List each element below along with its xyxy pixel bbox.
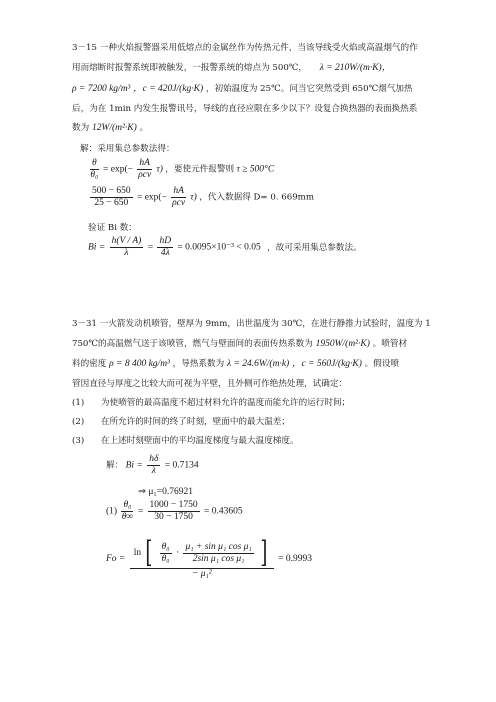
- p331-bi-lhs: Bi =: [125, 460, 143, 471]
- p331-item-3: [72, 435, 299, 447]
- eq1-rhs-frac: [137, 158, 152, 181]
- p331-bi-den: λ: [151, 466, 156, 476]
- p331-part1-eq: (1) $\frac{\text{θ₀}}{\theta\infty}$ = $\frac{1000 - 1750}{30 - 1750}$ = 0.43605: [106, 500, 243, 522]
- p315-bi-eq: [88, 236, 362, 259]
- p331-h: 1950W/(m²·K): [315, 339, 370, 349]
- bi-eq-sign: =: [147, 242, 154, 253]
- p331-bi-frac: [147, 454, 160, 477]
- eq2-frac-den: ρcv: [172, 198, 186, 208]
- p331-mu: ⇒ μ₁=0.76921: [138, 487, 193, 497]
- p315-line1: 3－15 一种火焰报警器采用低熔点的金属丝作为传热元件，当该导线受火焰或高温烟气的作: [72, 43, 418, 53]
- p315-line2-text: 用而熔断时报警系统即被触发，一报警系统的熔点为 500℃，: [72, 63, 307, 73]
- frac2-value: = 0.43605: [204, 506, 243, 517]
- bi-lhs: Bi =: [88, 242, 106, 253]
- p315-line3: [72, 83, 413, 95]
- item-number: (3): [72, 436, 85, 446]
- eq1-note: ，要使元件报警则: [165, 164, 235, 175]
- eq2-num: 500 − 650: [92, 186, 131, 196]
- eq1-rhs-b: τ): [156, 164, 163, 175]
- right-bracket: ]: [260, 535, 268, 570]
- p331-part1-label: (1): [106, 506, 118, 517]
- p315-eq1: [88, 158, 274, 181]
- fo-inner-b-num: μ₁ + sin μ₁ cos μ₁: [185, 541, 252, 552]
- p331-item-1: [72, 397, 350, 409]
- p315-line5-end: 。: [139, 123, 149, 133]
- eq1-lhs-den: θ₀: [90, 170, 99, 180]
- fo-lhs: Fo =: [106, 554, 126, 565]
- p331-line4: 管因直径与厚度之比较大而可视为平壁，且外侧可作绝热处理，试确定：: [72, 379, 348, 389]
- p315-eq2: [88, 186, 314, 209]
- p315-verify: 验证 Bi 数：: [88, 223, 137, 233]
- p331-bi-num: hδ: [149, 454, 159, 464]
- p331-line1: 3－31 一火箭发动机喷管，壁厚为 9mm，出世温度为 30℃，在进行静推力试验时，温度为 1: [72, 319, 431, 329]
- bi-note: ，故可采用集总参数法。: [267, 242, 362, 253]
- item-number: (1): [72, 398, 85, 408]
- bi-f2: [157, 236, 173, 259]
- fo-inner-b: [183, 542, 253, 565]
- p315-h: 12W/(m²·K): [91, 123, 137, 133]
- p315-lambda: λ = 210W/(m·K)，: [319, 63, 392, 73]
- fo-numerator: ln [ $\frac{\text{θ₀}}{\text{θ₀}}$ · $\frac{\text{μ₁ + sin μ₁ cos μ₁}}{\text{2sin μ₁ cos μ₁}}$ ]: [130, 538, 274, 569]
- p331-c: ，c = 560J/(kg·K): [291, 359, 362, 369]
- frac2-den: 30 − 1750: [154, 512, 193, 522]
- p331-bi-value: = 0.7134: [164, 460, 199, 471]
- item-text: 在上述时刻壁面中的平均温度梯度与最大温度梯度。: [100, 436, 299, 446]
- p315-line5-text: 数为: [72, 123, 90, 133]
- eq1-frac-num: hA: [139, 158, 150, 168]
- fo-big-frac: [130, 535, 274, 580]
- fo-inner-b-den: 2sin μ₁ cos μ₁: [192, 553, 245, 564]
- bi-f1: [110, 236, 144, 259]
- p331-frac2: [148, 500, 200, 523]
- p331-item-2: [72, 416, 290, 428]
- item-text: 在所允许的时间的终了时刻，壁面中的最大温差；: [100, 417, 290, 427]
- eq1-lhs-num: θ: [92, 158, 97, 168]
- eq2-rhs-b: τ): [190, 192, 197, 203]
- fo-ln: ln: [133, 548, 142, 559]
- p331-line3: [72, 358, 399, 370]
- fo-den: − μ₁²: [191, 569, 212, 579]
- item-number: (2): [72, 417, 85, 427]
- p331-line2: [72, 338, 407, 350]
- frac2-num: 1000 − 1750: [149, 500, 198, 510]
- p315-line5: [72, 122, 148, 134]
- p331-lambda: λ = 24.6W/(m·k): [226, 359, 290, 369]
- bi-f1-den: λ: [124, 248, 129, 258]
- theta-num: θ₀: [123, 500, 132, 510]
- p331-solution-label: 解：: [106, 460, 124, 471]
- bi-value: = 0.0095×10⁻³ < 0.05: [177, 242, 261, 253]
- eq2-rhs-frac: [171, 186, 186, 209]
- p331-line3-mid: ，导热系数为: [172, 359, 225, 369]
- eq1-rhs-a: = exp(−: [103, 164, 134, 175]
- fo-inner-a: [160, 542, 172, 565]
- eq2-lhs-frac: [90, 186, 133, 209]
- fo-inner-a-den: θ₀: [161, 553, 170, 564]
- p331-fo-eq: [106, 535, 313, 580]
- eq2-frac-num: hA: [173, 186, 184, 196]
- p331-line2-text: 750℃的高温燃气送于该喷管，燃气与壁面间的表面传热系数为: [72, 339, 313, 349]
- fo-value: = 0.9993: [278, 554, 313, 565]
- left-bracket: [: [145, 535, 153, 570]
- theta-den: θ∞: [121, 512, 134, 522]
- p331-line3-end: 。假设喷: [364, 359, 400, 369]
- eq2-rhs-a: = exp(−: [136, 192, 167, 203]
- bi-f1-num: h(V / A): [111, 236, 142, 246]
- p331-rho: ρ = 8 400 kg/m³: [109, 359, 170, 369]
- item-text: 为使喷管的最高温度不超过材料允许的温度而能允许的运行时间；: [100, 398, 351, 408]
- p315-solution-label: 解：采用集总参数法得：: [80, 144, 175, 154]
- eq1-frac-den: ρcv: [138, 170, 152, 180]
- p315-line2: [72, 62, 391, 74]
- eq1-tau-cond: τ ≥ 500°C: [236, 164, 275, 175]
- p331-bi-eq: [106, 454, 199, 477]
- p315-c: ，c = 420J/(kg·K): [133, 84, 204, 94]
- p315-rho: ρ = 7200 kg/m³: [72, 84, 131, 94]
- p315-line3-text: ，初始温度为 25℃。问当它突然受到 650℃烟气加热: [205, 84, 413, 94]
- eq2-den: 25 − 650: [94, 198, 129, 208]
- eq1-lhs-frac: [90, 158, 99, 181]
- p315-line4: 后，为在 1min 内发生报警讯号，导线的直径应限在多少以下？设复合换热器的表面换热系: [72, 104, 418, 114]
- bi-f2-den: 4λ: [160, 248, 170, 258]
- fo-inner-a-num: θ₀: [161, 541, 170, 552]
- p331-line3-text: 料的密度: [72, 359, 107, 369]
- p331-theta-frac: [121, 500, 133, 523]
- bi-f2-num: hD: [159, 236, 172, 246]
- p331-line2-end: 。喷管材: [372, 339, 408, 349]
- eq2-note: ，代入数据得 D= 0. 669mm: [199, 192, 314, 203]
